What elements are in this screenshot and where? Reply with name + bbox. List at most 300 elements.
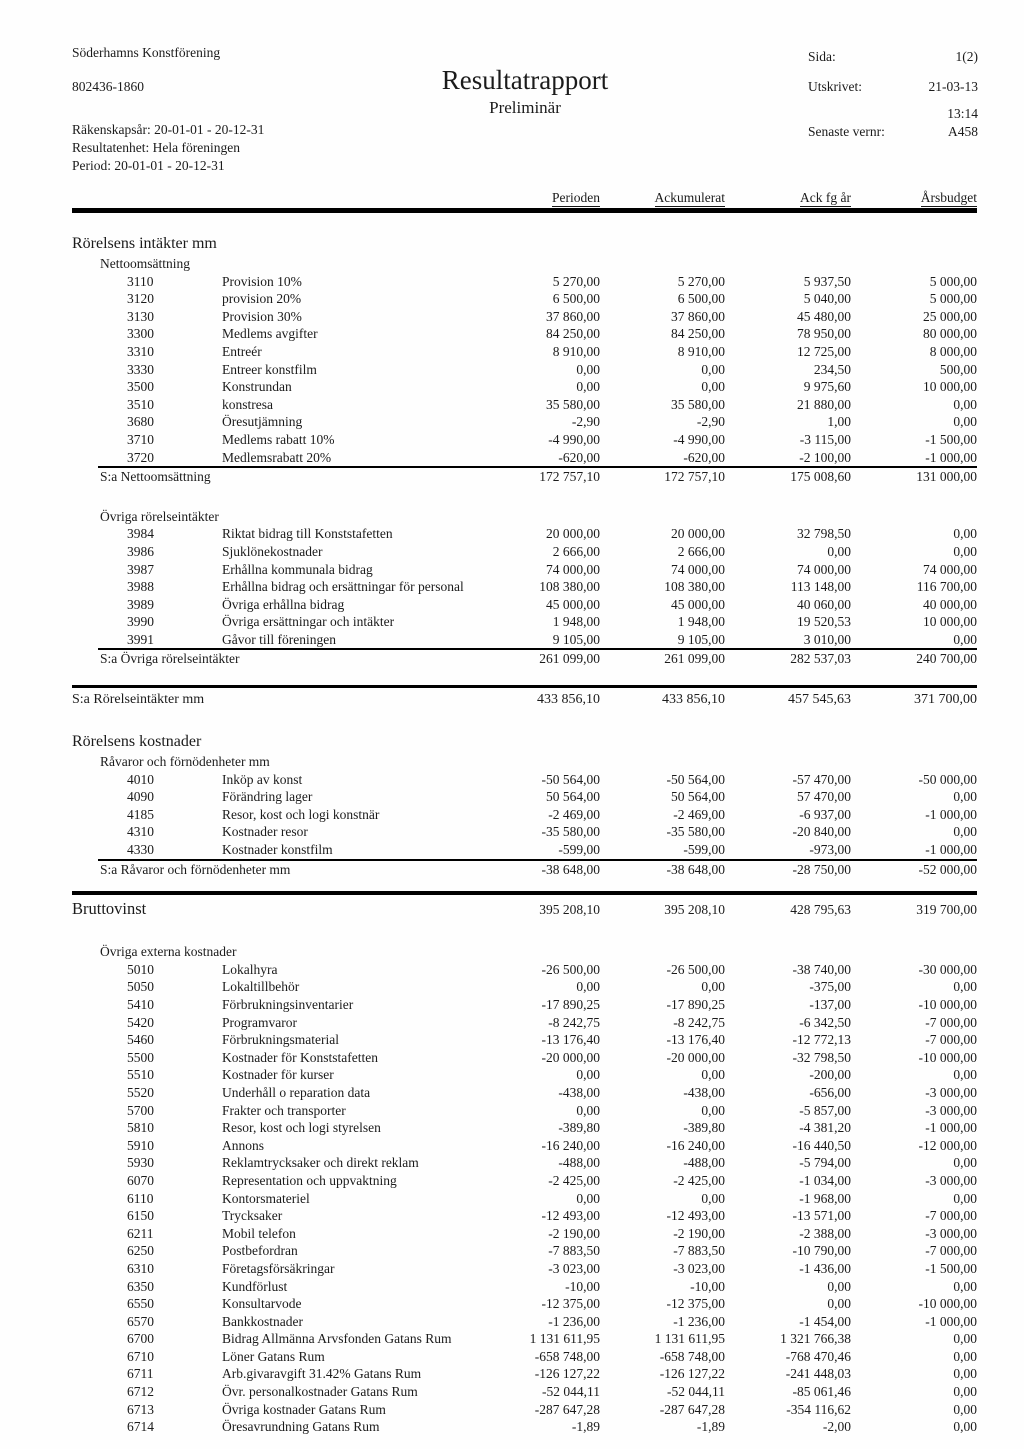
- value-arsbudget: 0,00: [953, 543, 977, 559]
- account-number: 3330: [127, 361, 154, 377]
- account-name: Lokaltillbehör: [222, 979, 300, 995]
- value-arsbudget: -7 000,00: [925, 1014, 977, 1030]
- value-ackumulerat: 5 270,00: [677, 273, 725, 289]
- account-name: Bidrag Allmänna Arvsfonden Gatans Rum: [222, 1331, 452, 1347]
- value-ack-fg-ar: -137,00: [809, 997, 851, 1012]
- account-row: [72, 1207, 977, 1225]
- value-arsbudget: 0,00: [953, 1419, 977, 1435]
- vernr-label: Senaste vernr:: [808, 124, 885, 139]
- value-arsbudget: -10 000,00: [918, 1296, 977, 1312]
- statement-table: [72, 190, 977, 1436]
- account-name: Entreér: [222, 343, 262, 359]
- total-row: [72, 685, 977, 711]
- account-name: Kontorsmateriel: [222, 1190, 310, 1206]
- value-perioden: -50 564,00: [541, 771, 600, 787]
- account-name: Representation och uppvaktning: [222, 1172, 397, 1188]
- value-ackumulerat: -50 564,00: [666, 771, 725, 787]
- value-ack-fg-ar: 113 148,00: [790, 579, 851, 595]
- account-number: 5010: [127, 961, 154, 977]
- value-arsbudget: -1 500,00: [925, 431, 977, 447]
- account-row: [72, 788, 977, 806]
- value-ackumulerat: -12 375,00: [666, 1296, 725, 1312]
- account-name: konstresa: [222, 396, 273, 412]
- value-arsbudget: -3 000,00: [925, 1172, 977, 1188]
- value-ack-fg-ar: -32 798,50: [792, 1049, 851, 1065]
- value-ackumulerat: 50 564,00: [671, 789, 725, 805]
- account-name: Kostnader resor: [222, 824, 308, 840]
- page-number-row: [808, 48, 978, 66]
- account-row: [72, 343, 977, 361]
- value-ack-fg-ar: 40 060,00: [797, 596, 851, 612]
- value-perioden: -20 000,00: [541, 1049, 600, 1065]
- value-arsbudget: 0,00: [953, 1348, 977, 1364]
- vernr-value: A458: [948, 124, 978, 139]
- value-arsbudget: 8 000,00: [929, 343, 977, 359]
- value-ackumulerat: -26 500,00: [666, 961, 725, 977]
- value-ackumulerat: 37 860,00: [671, 308, 725, 324]
- value-ackumulerat: 20 000,00: [671, 526, 725, 542]
- value-arsbudget: -10 000,00: [918, 1049, 977, 1065]
- account-name: Sjuklönekostnader: [222, 543, 323, 559]
- value-ack-fg-ar: 1,00: [827, 414, 851, 430]
- value-perioden: -35 580,00: [541, 824, 600, 840]
- value-arsbudget: 0,00: [953, 396, 977, 412]
- value-ack-fg-ar: 57 470,00: [797, 789, 851, 805]
- value-perioden: 0,00: [576, 1102, 600, 1118]
- value-ackumulerat: -2,90: [696, 414, 725, 430]
- account-number: 3300: [127, 326, 154, 342]
- account-number: 6110: [127, 1190, 154, 1206]
- account-name: Lokalhyra: [222, 961, 278, 977]
- value-perioden: -2,90: [571, 414, 600, 430]
- value-ack-fg-ar: 175 008,60: [790, 469, 851, 485]
- value-ack-fg-ar: 457 545,63: [788, 692, 851, 708]
- value-ackumulerat: -35 580,00: [666, 824, 725, 840]
- account-row: [72, 1242, 977, 1260]
- account-number: 6713: [127, 1401, 154, 1417]
- value-perioden: -4 990,00: [548, 431, 600, 447]
- account-row: [72, 361, 977, 379]
- account-number: 3130: [127, 308, 154, 324]
- account-name: Övriga kostnader Gatans Rum: [222, 1401, 386, 1417]
- printed-time: 13:14: [947, 106, 978, 121]
- account-number: 6350: [127, 1278, 154, 1294]
- account-row: [72, 543, 977, 561]
- value-perioden: 74 000,00: [546, 561, 600, 577]
- value-perioden: 45 000,00: [546, 596, 600, 612]
- value-ack-fg-ar: -768 470,46: [785, 1348, 851, 1364]
- account-number: 6550: [127, 1296, 154, 1312]
- account-number: 3991: [127, 631, 154, 647]
- account-number: 5930: [127, 1155, 154, 1171]
- account-number: 4010: [127, 771, 154, 787]
- value-ackumulerat: -4 990,00: [673, 431, 725, 447]
- value-arsbudget: -10 000,00: [918, 997, 977, 1012]
- printed-time-row: [808, 105, 978, 123]
- account-number: 5420: [127, 1014, 154, 1030]
- value-ackumulerat: 0,00: [701, 979, 725, 995]
- value-ack-fg-ar: -57 470,00: [792, 771, 851, 787]
- account-row: [72, 996, 977, 1014]
- value-ackumulerat: -488,00: [683, 1155, 725, 1171]
- value-perioden: 5 270,00: [552, 273, 600, 289]
- account-row: [72, 290, 977, 308]
- value-ackumulerat: -126 127,22: [659, 1366, 725, 1382]
- column-header-ack-fg-ar: Ack fg år: [800, 190, 851, 205]
- value-ackumulerat: -3 023,00: [673, 1260, 725, 1276]
- value-arsbudget: 0,00: [953, 526, 977, 542]
- column-headers: [72, 190, 977, 213]
- value-ack-fg-ar: 12 725,00: [797, 343, 851, 359]
- report-subtitle: Preliminär: [489, 98, 561, 117]
- account-row: [72, 1330, 977, 1348]
- printed-date: 21-03-13: [928, 79, 978, 94]
- value-ack-fg-ar: 0,00: [827, 543, 851, 559]
- account-name: Provision 10%: [222, 273, 302, 289]
- account-number: 3120: [127, 291, 154, 307]
- account-row: [72, 308, 977, 326]
- account-name: Postbefordran: [222, 1243, 298, 1259]
- account-name: Gåvor till föreningen: [222, 631, 336, 647]
- value-arsbudget: 40 000,00: [923, 596, 977, 612]
- subtotal-label: S:a Nettoomsättning: [100, 469, 211, 485]
- value-ackumulerat: -2 190,00: [673, 1225, 725, 1241]
- account-name: Trycksaker: [222, 1208, 283, 1224]
- account-number: 6714: [127, 1419, 154, 1435]
- value-perioden: -2 425,00: [548, 1172, 600, 1188]
- account-name: Kostnader konstfilm: [222, 842, 333, 858]
- value-arsbudget: 116 700,00: [916, 579, 977, 595]
- period-line: Period: 20-01-01 - 20-12-31: [72, 158, 225, 173]
- account-name: Övr. personalkostnader Gatans Rum: [222, 1384, 418, 1400]
- value-perioden: -12 493,00: [541, 1208, 600, 1224]
- account-name: Medlemsrabatt 20%: [222, 449, 332, 465]
- value-arsbudget: 0,00: [953, 1067, 977, 1083]
- value-perioden: -10,00: [565, 1278, 600, 1294]
- value-perioden: 433 856,10: [537, 692, 600, 708]
- account-number: 3988: [127, 579, 154, 595]
- value-perioden: 1 948,00: [552, 614, 600, 630]
- value-perioden: -599,00: [558, 842, 600, 858]
- account-name: Övriga erhållna bidrag: [222, 596, 345, 612]
- value-perioden: 50 564,00: [546, 789, 600, 805]
- account-row: [72, 961, 977, 979]
- value-perioden: -7 883,50: [548, 1243, 600, 1259]
- value-perioden: 6 500,00: [552, 291, 600, 307]
- value-ack-fg-ar: 3 010,00: [803, 631, 851, 647]
- company-name: Söderhamns Konstförening: [72, 45, 221, 60]
- value-arsbudget: -1 000,00: [925, 449, 977, 465]
- value-perioden: -1,89: [571, 1419, 600, 1435]
- account-row: [72, 396, 977, 414]
- account-name: Kostnader för Konststafetten: [222, 1049, 378, 1065]
- value-ackumulerat: -16 240,00: [666, 1137, 725, 1153]
- grand-total-row: [72, 891, 977, 923]
- value-ack-fg-ar: -1 034,00: [799, 1172, 851, 1188]
- value-ack-fg-ar: 19 520,53: [797, 614, 851, 630]
- account-name: Öresutjämning: [222, 414, 303, 430]
- value-ackumulerat: -287 647,28: [659, 1401, 725, 1417]
- total-label: S:a Rörelseintäkter mm: [72, 692, 205, 708]
- value-arsbudget: 25 000,00: [923, 308, 977, 324]
- account-name: provision 20%: [222, 291, 302, 307]
- value-ack-fg-ar: -2,00: [822, 1419, 851, 1435]
- value-arsbudget: 0,00: [953, 1155, 977, 1171]
- account-number: 4185: [127, 806, 154, 822]
- account-name: Förbrukningsinventarier: [222, 997, 354, 1012]
- value-arsbudget: 5 000,00: [929, 291, 977, 307]
- account-name: Förändring lager: [222, 789, 313, 805]
- account-row: [72, 1260, 977, 1278]
- printed-row: [808, 78, 978, 96]
- value-perioden: -26 500,00: [541, 961, 600, 977]
- account-row: [72, 1084, 977, 1102]
- account-name: Arb.givaravgift 31.42% Gatans Rum: [222, 1366, 422, 1382]
- account-number: 4090: [127, 789, 154, 805]
- value-perioden: 0,00: [576, 979, 600, 995]
- value-ackumulerat: -12 493,00: [666, 1208, 725, 1224]
- account-number: 4310: [127, 824, 154, 840]
- value-perioden: -1 236,00: [548, 1313, 600, 1329]
- value-ack-fg-ar: 32 798,50: [797, 526, 851, 542]
- grand-total-label: Bruttovinst: [72, 899, 147, 919]
- value-perioden: -438,00: [558, 1084, 600, 1100]
- value-ack-fg-ar: -5 794,00: [799, 1155, 851, 1171]
- value-perioden: 0,00: [576, 1190, 600, 1206]
- account-name: Underhåll o reparation data: [222, 1084, 371, 1100]
- org-number: 802436-1860: [72, 79, 144, 94]
- value-ack-fg-ar: 78 950,00: [797, 326, 851, 342]
- value-ackumulerat: 0,00: [701, 1067, 725, 1083]
- value-ackumulerat: -658 748,00: [659, 1348, 725, 1364]
- value-ack-fg-ar: 282 537,03: [790, 651, 851, 667]
- value-arsbudget: 10 000,00: [923, 614, 977, 630]
- value-arsbudget: 0,00: [953, 979, 977, 995]
- value-ack-fg-ar: -354 116,62: [786, 1401, 851, 1417]
- group-title: Nettoomsättning: [100, 256, 190, 271]
- value-ack-fg-ar: 21 880,00: [797, 396, 851, 412]
- value-arsbudget: 500,00: [939, 361, 977, 377]
- value-perioden: -3 023,00: [548, 1260, 600, 1276]
- account-name: Övriga ersättningar och intäkter: [222, 614, 395, 630]
- value-ackumulerat: -620,00: [683, 449, 725, 465]
- value-ackumulerat: 84 250,00: [671, 326, 725, 342]
- value-ack-fg-ar: -656,00: [809, 1084, 851, 1100]
- value-ackumulerat: -1 236,00: [673, 1313, 725, 1329]
- account-number: 6250: [127, 1243, 154, 1259]
- account-row: [72, 431, 977, 449]
- account-row: [72, 413, 977, 431]
- account-row: [72, 1348, 977, 1366]
- value-ackumulerat: -20 000,00: [666, 1049, 725, 1065]
- value-ackumulerat: 0,00: [701, 361, 725, 377]
- value-ackumulerat: -10,00: [690, 1278, 725, 1294]
- account-number: 6211: [127, 1225, 154, 1241]
- value-arsbudget: -7 000,00: [925, 1208, 977, 1224]
- account-row: [72, 1066, 977, 1084]
- account-name: Kostnader för kurser: [222, 1067, 334, 1083]
- value-ackumulerat: -1,89: [696, 1419, 725, 1435]
- account-row: [72, 1418, 977, 1436]
- value-perioden: 2 666,00: [552, 543, 600, 559]
- account-name: Riktat bidrag till Konststafetten: [222, 526, 393, 542]
- account-number: 6070: [127, 1172, 154, 1188]
- account-number: 3987: [127, 561, 154, 577]
- account-number: 6710: [127, 1348, 154, 1364]
- section-title: Rörelsens intäkter mm: [72, 235, 217, 252]
- subtotal-label: S:a Övriga rörelseintäkter: [100, 651, 240, 667]
- value-perioden: 108 380,00: [539, 579, 600, 595]
- account-row: [72, 978, 977, 996]
- value-ack-fg-ar: -1 436,00: [799, 1260, 851, 1276]
- account-row: [72, 1401, 977, 1419]
- value-ack-fg-ar: 0,00: [827, 1296, 851, 1312]
- account-row: [72, 823, 977, 841]
- value-arsbudget: -7 000,00: [925, 1243, 977, 1259]
- account-number: 5050: [127, 979, 154, 995]
- value-ackumulerat: -599,00: [683, 842, 725, 858]
- value-arsbudget: 240 700,00: [916, 651, 977, 667]
- value-perioden: 0,00: [576, 361, 600, 377]
- account-row: [72, 1102, 977, 1120]
- value-arsbudget: 10 000,00: [923, 379, 977, 395]
- value-arsbudget: -1 000,00: [925, 1120, 977, 1136]
- value-ack-fg-ar: -2 100,00: [799, 449, 851, 465]
- value-perioden: 1 131 611,95: [529, 1331, 600, 1347]
- account-name: Löner Gatans Rum: [222, 1348, 325, 1364]
- group-title: Råvaror och förnödenheter mm: [100, 754, 270, 770]
- value-arsbudget: 0,00: [953, 1331, 977, 1347]
- value-ackumulerat: -7 883,50: [673, 1243, 725, 1259]
- account-number: 5520: [127, 1084, 154, 1100]
- value-ack-fg-ar: -16 440,50: [792, 1137, 851, 1153]
- value-ack-fg-ar: -2 388,00: [799, 1225, 851, 1241]
- value-perioden: -38 648,00: [541, 861, 600, 877]
- value-perioden: -52 044,11: [542, 1384, 600, 1400]
- value-arsbudget: 0,00: [953, 1190, 977, 1206]
- value-ack-fg-ar: 74 000,00: [797, 561, 851, 577]
- value-perioden: -620,00: [558, 449, 600, 465]
- value-ack-fg-ar: -3 115,00: [799, 431, 851, 447]
- value-ackumulerat: 35 580,00: [671, 396, 725, 412]
- value-arsbudget: 0,00: [953, 1278, 977, 1294]
- value-ackumulerat: 6 500,00: [677, 291, 725, 307]
- account-number: 3720: [127, 449, 154, 465]
- value-arsbudget: -3 000,00: [925, 1225, 977, 1241]
- value-ackumulerat: -38 648,00: [666, 861, 725, 877]
- value-arsbudget: 0,00: [953, 631, 977, 647]
- account-row: [72, 1278, 977, 1296]
- value-ackumulerat: 45 000,00: [671, 596, 725, 612]
- account-name: Konsultarvode: [222, 1296, 302, 1312]
- subtotal-row: [72, 648, 977, 670]
- value-perioden: 9 105,00: [552, 631, 600, 647]
- value-ackumulerat: -13 176,40: [666, 1032, 725, 1048]
- value-ack-fg-ar: -1 968,00: [799, 1190, 851, 1206]
- value-ack-fg-ar: 5 937,50: [803, 273, 851, 289]
- value-arsbudget: 5 000,00: [929, 273, 977, 289]
- value-ack-fg-ar: -241 448,03: [785, 1366, 851, 1382]
- value-ack-fg-ar: 0,00: [827, 1278, 851, 1294]
- account-name: Erhållna bidrag och ersättningar för personal: [222, 579, 464, 595]
- value-arsbudget: 0,00: [953, 1366, 977, 1382]
- account-row: [72, 631, 977, 649]
- value-ack-fg-ar: -13 571,00: [792, 1208, 851, 1224]
- value-ack-fg-ar: 428 795,63: [790, 902, 851, 918]
- value-ack-fg-ar: 1 321 766,38: [780, 1331, 851, 1347]
- account-number: 3510: [127, 396, 154, 412]
- value-ack-fg-ar: -375,00: [809, 979, 851, 995]
- value-perioden: 0,00: [576, 379, 600, 395]
- value-arsbudget: -1 000,00: [925, 842, 977, 858]
- account-number: 5510: [127, 1067, 154, 1083]
- value-arsbudget: -7 000,00: [925, 1032, 977, 1048]
- value-ackumulerat: 74 000,00: [671, 561, 725, 577]
- value-ackumulerat: 433 856,10: [662, 692, 725, 708]
- value-perioden: 84 250,00: [546, 326, 600, 342]
- value-perioden: -8 242,75: [548, 1014, 600, 1030]
- value-perioden: -389,80: [558, 1120, 600, 1136]
- value-ackumulerat: 1 131 611,95: [654, 1331, 725, 1347]
- value-arsbudget: 0,00: [953, 1384, 977, 1400]
- value-arsbudget: 74 000,00: [923, 561, 977, 577]
- value-arsbudget: -1 000,00: [925, 1313, 977, 1329]
- value-perioden: 172 757,10: [539, 469, 600, 485]
- account-row: [72, 806, 977, 824]
- section-title: Rörelsens kostnader: [72, 733, 202, 751]
- value-perioden: 0,00: [576, 1067, 600, 1083]
- value-ack-fg-ar: 5 040,00: [803, 291, 851, 307]
- value-ack-fg-ar: -1 454,00: [799, 1313, 851, 1329]
- account-name: Annons: [222, 1137, 265, 1153]
- account-row: [72, 1049, 977, 1067]
- value-arsbudget: -12 000,00: [918, 1137, 977, 1153]
- account-number: 3984: [127, 526, 154, 542]
- account-number: 3310: [127, 343, 154, 359]
- account-row: [72, 1137, 977, 1155]
- account-number: 3680: [127, 414, 154, 430]
- account-number: 4330: [127, 842, 154, 858]
- value-perioden: -488,00: [558, 1155, 600, 1171]
- account-name: Bankkostnader: [222, 1313, 303, 1329]
- value-ack-fg-ar: -20 840,00: [792, 824, 851, 840]
- account-name: Kundförlust: [222, 1278, 288, 1294]
- value-ack-fg-ar: -5 857,00: [799, 1102, 851, 1118]
- account-name: Öresavrundning Gatans Rum: [222, 1419, 380, 1435]
- value-ackumulerat: 8 910,00: [677, 343, 725, 359]
- account-row: [72, 1225, 977, 1243]
- account-row: [72, 1172, 977, 1190]
- account-name: Reklamtrycksaker och direkt reklam: [222, 1155, 419, 1171]
- value-perioden: 8 910,00: [552, 343, 600, 359]
- value-arsbudget: -1 500,00: [925, 1260, 977, 1276]
- value-ackumulerat: 1 948,00: [677, 614, 725, 630]
- account-name: Medlems rabatt 10%: [222, 431, 335, 447]
- value-ack-fg-ar: -38 740,00: [792, 961, 851, 977]
- report-title: Resultatrapport: [441, 65, 609, 95]
- value-arsbudget: 80 000,00: [923, 326, 977, 342]
- account-row: [72, 1190, 977, 1208]
- column-header-ackumulerat: Ackumulerat: [654, 190, 725, 205]
- account-number: 3990: [127, 614, 154, 630]
- value-arsbudget: 371 700,00: [914, 692, 977, 708]
- account-number: 3710: [127, 431, 154, 447]
- value-perioden: -2 190,00: [548, 1225, 600, 1241]
- value-ackumulerat: -8 242,75: [673, 1014, 725, 1030]
- value-ackumulerat: -17 890,25: [666, 997, 725, 1012]
- value-arsbudget: 131 000,00: [916, 469, 977, 485]
- account-name: Medlems avgifter: [222, 326, 318, 342]
